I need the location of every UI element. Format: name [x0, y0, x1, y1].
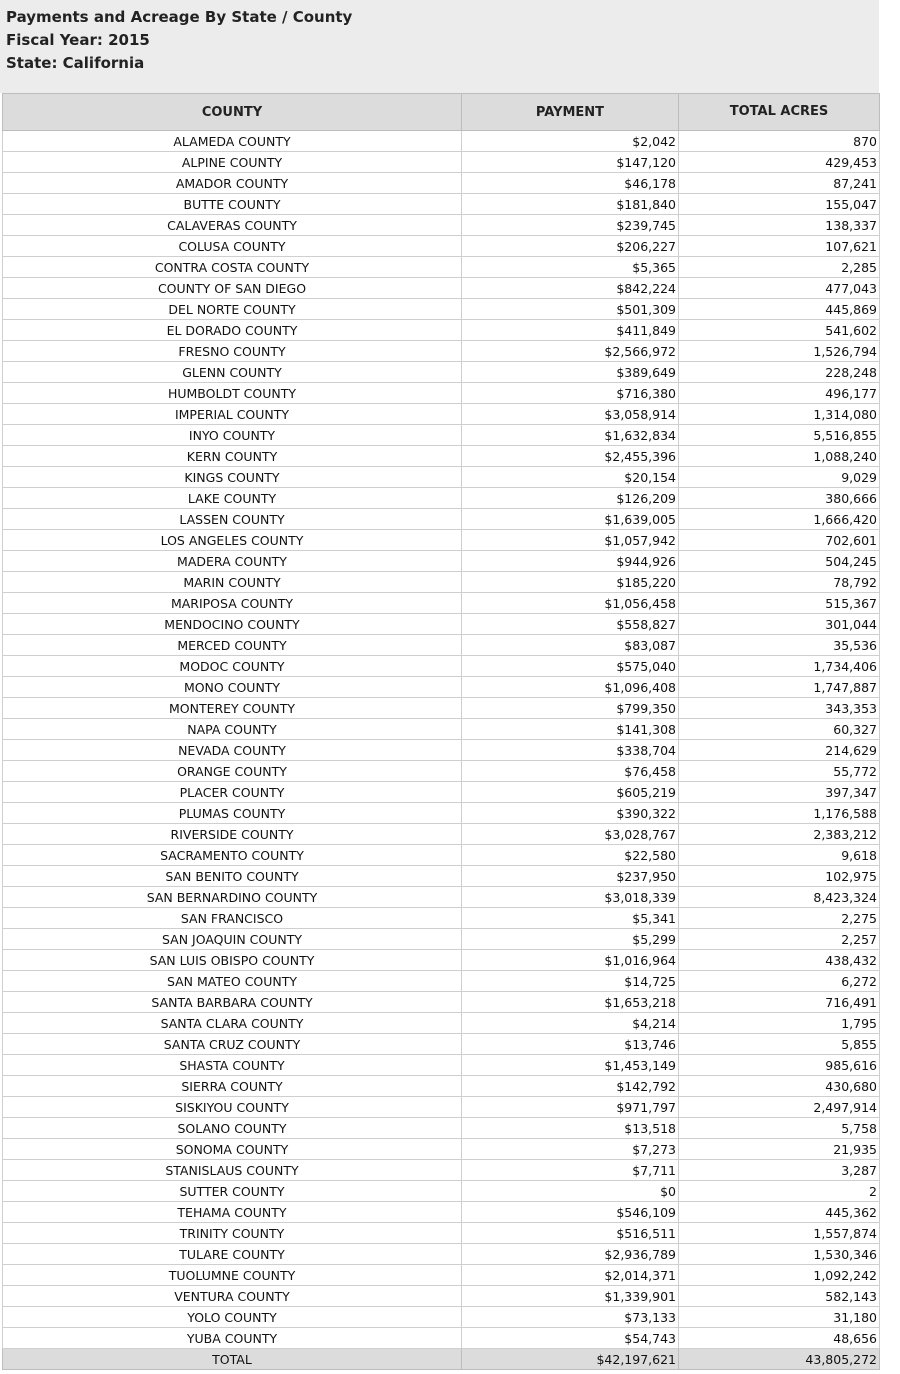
county-cell: SANTA CLARA COUNTY	[3, 1013, 462, 1034]
acres-cell: 1,092,242	[679, 1265, 880, 1286]
acres-cell: 1,795	[679, 1013, 880, 1034]
table-row	[3, 278, 880, 299]
payment-cell: $185,220	[462, 572, 679, 593]
payment-cell: $2,566,972	[462, 341, 679, 362]
payment-cell: $3,058,914	[462, 404, 679, 425]
county-cell: MONTEREY COUNTY	[3, 698, 462, 719]
payment-cell: $20,154	[462, 467, 679, 488]
payment-cell: $7,711	[462, 1160, 679, 1181]
county-cell: YOLO COUNTY	[3, 1307, 462, 1328]
county-cell: NAPA COUNTY	[3, 719, 462, 740]
payment-cell: $13,746	[462, 1034, 679, 1055]
county-cell: MENDOCINO COUNTY	[3, 614, 462, 635]
acres-cell: 429,453	[679, 152, 880, 173]
acres-cell: 1,666,420	[679, 509, 880, 530]
table-row	[3, 803, 880, 824]
acres-cell: 716,491	[679, 992, 880, 1013]
acres-cell: 397,347	[679, 782, 880, 803]
acres-cell: 438,432	[679, 950, 880, 971]
payment-cell: $14,725	[462, 971, 679, 992]
acres-cell: 31,180	[679, 1307, 880, 1328]
table-row	[3, 950, 880, 971]
table-row	[3, 887, 880, 908]
acres-cell: 21,935	[679, 1139, 880, 1160]
payment-cell: $1,057,942	[462, 530, 679, 551]
acres-cell: 2,383,212	[679, 824, 880, 845]
county-cell: MARIN COUNTY	[3, 572, 462, 593]
table-body	[3, 131, 880, 1370]
table-row	[3, 1097, 880, 1118]
payment-cell: $971,797	[462, 1097, 679, 1118]
county-cell: FRESNO COUNTY	[3, 341, 462, 362]
acres-cell: 2,257	[679, 929, 880, 950]
county-cell: MARIPOSA COUNTY	[3, 593, 462, 614]
payment-cell: $76,458	[462, 761, 679, 782]
table-row	[3, 614, 880, 635]
table-row	[3, 866, 880, 887]
acres-cell: 138,337	[679, 215, 880, 236]
payment-cell: $501,309	[462, 299, 679, 320]
acres-cell: 445,362	[679, 1202, 880, 1223]
acres-cell: 1,734,406	[679, 656, 880, 677]
county-cell: YUBA COUNTY	[3, 1328, 462, 1349]
acres-cell: 702,601	[679, 530, 880, 551]
payment-cell: $1,639,005	[462, 509, 679, 530]
table-row	[3, 215, 880, 236]
county-cell: NEVADA COUNTY	[3, 740, 462, 761]
county-cell: ALAMEDA COUNTY	[3, 131, 462, 152]
payment-cell: $1,016,964	[462, 950, 679, 971]
acres-cell: 1,314,080	[679, 404, 880, 425]
acres-cell: 477,043	[679, 278, 880, 299]
payment-cell: $239,745	[462, 215, 679, 236]
acres-cell: 343,353	[679, 698, 880, 719]
payment-cell: $389,649	[462, 362, 679, 383]
total-payment: $42,197,621	[462, 1349, 679, 1370]
county-cell: ALPINE COUNTY	[3, 152, 462, 173]
table-row	[3, 551, 880, 572]
county-cell: LOS ANGELES COUNTY	[3, 530, 462, 551]
acres-cell: 541,602	[679, 320, 880, 341]
column-header-total-acres: TOTAL ACRES	[679, 94, 880, 131]
payment-cell: $3,018,339	[462, 887, 679, 908]
payment-cell: $575,040	[462, 656, 679, 677]
county-cell: RIVERSIDE COUNTY	[3, 824, 462, 845]
table-row	[3, 467, 880, 488]
county-cell: GLENN COUNTY	[3, 362, 462, 383]
county-cell: KINGS COUNTY	[3, 467, 462, 488]
payment-cell: $1,056,458	[462, 593, 679, 614]
table-row	[3, 341, 880, 362]
county-cell: INYO COUNTY	[3, 425, 462, 446]
acres-cell: 78,792	[679, 572, 880, 593]
payment-cell: $142,792	[462, 1076, 679, 1097]
table-row	[3, 383, 880, 404]
acres-cell: 985,616	[679, 1055, 880, 1076]
payment-cell: $141,308	[462, 719, 679, 740]
payment-cell: $1,339,901	[462, 1286, 679, 1307]
payment-cell: $516,511	[462, 1223, 679, 1244]
county-cell: CONTRA COSTA COUNTY	[3, 257, 462, 278]
payment-cell: $147,120	[462, 152, 679, 173]
table-row	[3, 929, 880, 950]
table-row	[3, 1076, 880, 1097]
payment-cell: $46,178	[462, 173, 679, 194]
payment-cell: $5,365	[462, 257, 679, 278]
payment-cell: $73,133	[462, 1307, 679, 1328]
report-header	[0, 0, 879, 93]
table-row	[3, 425, 880, 446]
payment-cell: $1,453,149	[462, 1055, 679, 1076]
payment-cell: $1,653,218	[462, 992, 679, 1013]
table-row	[3, 677, 880, 698]
acres-cell: 107,621	[679, 236, 880, 257]
payment-cell: $54,743	[462, 1328, 679, 1349]
county-cell: DEL NORTE COUNTY	[3, 299, 462, 320]
payment-cell: $126,209	[462, 488, 679, 509]
county-cell: SAN BERNARDINO COUNTY	[3, 887, 462, 908]
table-row	[3, 971, 880, 992]
payment-cell: $2,014,371	[462, 1265, 679, 1286]
county-cell: IMPERIAL COUNTY	[3, 404, 462, 425]
table-row	[3, 1118, 880, 1139]
table-row	[3, 761, 880, 782]
acres-cell: 1,747,887	[679, 677, 880, 698]
county-cell: KERN COUNTY	[3, 446, 462, 467]
acres-cell: 6,272	[679, 971, 880, 992]
acres-cell: 515,367	[679, 593, 880, 614]
county-cell: MONO COUNTY	[3, 677, 462, 698]
table-row	[3, 1286, 880, 1307]
county-cell: TEHAMA COUNTY	[3, 1202, 462, 1223]
acres-cell: 5,758	[679, 1118, 880, 1139]
table-row	[3, 509, 880, 530]
acres-cell: 214,629	[679, 740, 880, 761]
table-row	[3, 1181, 880, 1202]
county-cell: PLACER COUNTY	[3, 782, 462, 803]
acres-cell: 9,618	[679, 845, 880, 866]
table-row	[3, 404, 880, 425]
table-row	[3, 236, 880, 257]
table-row	[3, 908, 880, 929]
table-row	[3, 1013, 880, 1034]
table-row	[3, 131, 880, 152]
payment-cell: $4,214	[462, 1013, 679, 1034]
county-cell: STANISLAUS COUNTY	[3, 1160, 462, 1181]
total-row	[3, 1349, 880, 1370]
payment-cell: $799,350	[462, 698, 679, 719]
county-cell: SISKIYOU COUNTY	[3, 1097, 462, 1118]
county-cell: LAKE COUNTY	[3, 488, 462, 509]
payment-cell: $2,042	[462, 131, 679, 152]
payment-cell: $716,380	[462, 383, 679, 404]
table-row	[3, 488, 880, 509]
acres-cell: 155,047	[679, 194, 880, 215]
acres-cell: 9,029	[679, 467, 880, 488]
table-row	[3, 719, 880, 740]
acres-cell: 5,516,855	[679, 425, 880, 446]
payment-cell: $2,455,396	[462, 446, 679, 467]
payment-cell: $5,341	[462, 908, 679, 929]
county-cell: SAN MATEO COUNTY	[3, 971, 462, 992]
payment-cell: $842,224	[462, 278, 679, 299]
acres-cell: 60,327	[679, 719, 880, 740]
county-cell: EL DORADO COUNTY	[3, 320, 462, 341]
county-cell: SAN JOAQUIN COUNTY	[3, 929, 462, 950]
table-row	[3, 1055, 880, 1076]
county-cell: ORANGE COUNTY	[3, 761, 462, 782]
payment-cell: $1,632,834	[462, 425, 679, 446]
county-cell: COLUSA COUNTY	[3, 236, 462, 257]
table-row	[3, 173, 880, 194]
table-row	[3, 1223, 880, 1244]
payment-cell: $558,827	[462, 614, 679, 635]
acres-cell: 87,241	[679, 173, 880, 194]
county-cell: MADERA COUNTY	[3, 551, 462, 572]
acres-cell: 2	[679, 1181, 880, 1202]
payment-cell: $944,926	[462, 551, 679, 572]
table-row	[3, 635, 880, 656]
table-row	[3, 593, 880, 614]
acres-cell: 2,285	[679, 257, 880, 278]
table-row	[3, 740, 880, 761]
column-header-county: COUNTY	[3, 94, 462, 131]
acres-cell: 380,666	[679, 488, 880, 509]
county-cell: VENTURA COUNTY	[3, 1286, 462, 1307]
payment-cell: $605,219	[462, 782, 679, 803]
payment-cell: $1,096,408	[462, 677, 679, 698]
acres-cell: 1,530,346	[679, 1244, 880, 1265]
acres-cell: 5,855	[679, 1034, 880, 1055]
acres-cell: 582,143	[679, 1286, 880, 1307]
payment-cell: $83,087	[462, 635, 679, 656]
table-row	[3, 992, 880, 1013]
table-header-row	[3, 94, 880, 131]
table-row	[3, 257, 880, 278]
acres-cell: 102,975	[679, 866, 880, 887]
acres-cell: 1,176,588	[679, 803, 880, 824]
county-cell: SOLANO COUNTY	[3, 1118, 462, 1139]
acres-cell: 430,680	[679, 1076, 880, 1097]
table-row	[3, 194, 880, 215]
county-cell: SAN BENITO COUNTY	[3, 866, 462, 887]
payments-table	[2, 93, 880, 1370]
county-cell: BUTTE COUNTY	[3, 194, 462, 215]
total-acres: 43,805,272	[679, 1349, 880, 1370]
county-cell: MODOC COUNTY	[3, 656, 462, 677]
table-row	[3, 1328, 880, 1349]
table-row	[3, 1265, 880, 1286]
table-row	[3, 845, 880, 866]
payment-cell: $13,518	[462, 1118, 679, 1139]
table-row	[3, 1244, 880, 1265]
county-cell: SAN FRANCISCO	[3, 908, 462, 929]
table-row	[3, 362, 880, 383]
acres-cell: 445,869	[679, 299, 880, 320]
county-cell: SANTA CRUZ COUNTY	[3, 1034, 462, 1055]
table-row	[3, 530, 880, 551]
payment-cell: $181,840	[462, 194, 679, 215]
acres-cell: 870	[679, 131, 880, 152]
table-row	[3, 824, 880, 845]
county-cell: PLUMAS COUNTY	[3, 803, 462, 824]
table-row	[3, 446, 880, 467]
county-cell: SANTA BARBARA COUNTY	[3, 992, 462, 1013]
payment-cell: $5,299	[462, 929, 679, 950]
acres-cell: 3,287	[679, 1160, 880, 1181]
total-label: TOTAL	[3, 1349, 462, 1370]
payment-cell: $411,849	[462, 320, 679, 341]
acres-cell: 8,423,324	[679, 887, 880, 908]
column-header-payment: PAYMENT	[462, 94, 679, 131]
table-row	[3, 1160, 880, 1181]
payment-cell: $390,322	[462, 803, 679, 824]
county-cell: CALAVERAS COUNTY	[3, 215, 462, 236]
table-row	[3, 698, 880, 719]
table-row	[3, 782, 880, 803]
county-cell: HUMBOLDT COUNTY	[3, 383, 462, 404]
acres-cell: 55,772	[679, 761, 880, 782]
county-cell: TUOLUMNE COUNTY	[3, 1265, 462, 1286]
state-label: State: California	[6, 54, 145, 72]
payment-cell: $206,227	[462, 236, 679, 257]
county-cell: TRINITY COUNTY	[3, 1223, 462, 1244]
county-cell: AMADOR COUNTY	[3, 173, 462, 194]
payment-cell: $22,580	[462, 845, 679, 866]
table-row	[3, 656, 880, 677]
acres-cell: 228,248	[679, 362, 880, 383]
payment-cell: $237,950	[462, 866, 679, 887]
county-cell: COUNTY OF SAN DIEGO	[3, 278, 462, 299]
county-cell: SONOMA COUNTY	[3, 1139, 462, 1160]
county-cell: SAN LUIS OBISPO COUNTY	[3, 950, 462, 971]
acres-cell: 496,177	[679, 383, 880, 404]
county-cell: LASSEN COUNTY	[3, 509, 462, 530]
county-cell: SIERRA COUNTY	[3, 1076, 462, 1097]
fiscal-year-label: Fiscal Year: 2015	[6, 31, 150, 49]
county-cell: SUTTER COUNTY	[3, 1181, 462, 1202]
acres-cell: 1,557,874	[679, 1223, 880, 1244]
payment-cell: $546,109	[462, 1202, 679, 1223]
acres-cell: 2,275	[679, 908, 880, 929]
payment-cell: $2,936,789	[462, 1244, 679, 1265]
table-row	[3, 320, 880, 341]
table-row	[3, 1139, 880, 1160]
table-row	[3, 1202, 880, 1223]
table-row	[3, 1307, 880, 1328]
acres-cell: 1,088,240	[679, 446, 880, 467]
acres-cell: 301,044	[679, 614, 880, 635]
county-cell: TULARE COUNTY	[3, 1244, 462, 1265]
acres-cell: 35,536	[679, 635, 880, 656]
payment-cell: $0	[462, 1181, 679, 1202]
payment-cell: $3,028,767	[462, 824, 679, 845]
county-cell: SACRAMENTO COUNTY	[3, 845, 462, 866]
payment-cell: $7,273	[462, 1139, 679, 1160]
county-cell: MERCED COUNTY	[3, 635, 462, 656]
payment-cell: $338,704	[462, 740, 679, 761]
table-row	[3, 152, 880, 173]
acres-cell: 2,497,914	[679, 1097, 880, 1118]
acres-cell: 504,245	[679, 551, 880, 572]
acres-cell: 48,656	[679, 1328, 880, 1349]
table-row	[3, 1034, 880, 1055]
table-row	[3, 572, 880, 593]
acres-cell: 1,526,794	[679, 341, 880, 362]
county-cell: SHASTA COUNTY	[3, 1055, 462, 1076]
report-title: Payments and Acreage By State / County	[6, 8, 353, 26]
table-row	[3, 299, 880, 320]
